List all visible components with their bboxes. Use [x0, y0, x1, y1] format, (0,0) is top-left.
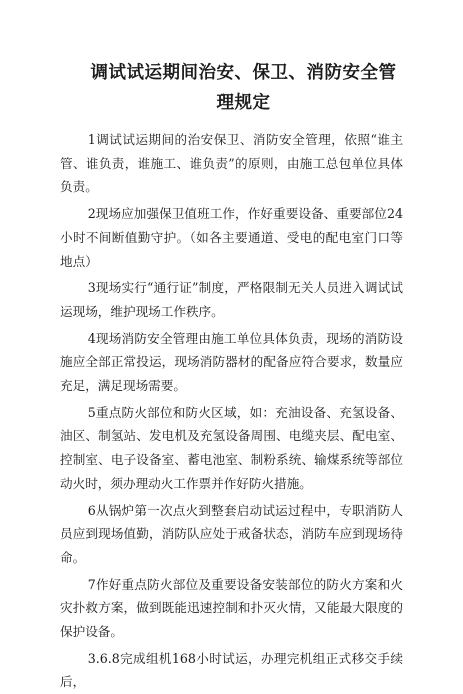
paragraph-5: 5重点防火部位和防火区域，如：充油设备、充氢设备、油区、制氢站、发电机及充氢设备周围、电缆夹层、配电室、控制室、电子设备室、蓄电池室、制粉系统、输煤系统等部位动火时，须办理动火工作票并作好防火措施。 — [60, 404, 403, 491]
paragraph-1: 1调试试运期间的治安保卫、消防安全管理，依照“谁主管、谁负责，谁施工、谁负责”的原则，由施工总包单位具体负责。 — [60, 132, 403, 195]
paragraph-7: 7作好重点防火部位及重要设备安装部位的防火方案和火灾扑救方案，做到既能迅速控制和扑灭火情，又能最大限度的保护设备。 — [60, 576, 403, 640]
paragraph-8: 3.6.8完成组机168小时试运，办理完机组正式移交手续后， — [60, 650, 403, 690]
document-title: 调试试运期间治安、保卫、消防安全管理规定 — [90, 63, 397, 113]
paragraph-4: 4现场消防安全管理由施工单位具体负责，现场的消防设施应全部正常投运，现场消防器材的配备应符合要求，数量应充足，满足现场需要。 — [60, 330, 403, 394]
paragraph-3: 3现场实行“通行证”制度，严格限制无关人员进入调试试运现场，维护现场工作秩序。 — [60, 280, 403, 319]
paragraph-2: 2现场应加强保卫值班工作，作好重要设备、重要部位24小时不间断值勤守护。（如各主要通道、受电的配电室门口等地点） — [60, 206, 403, 269]
paragraph-6: 6从锅炉第一次点火到整套启动试运过程中，专职消防人员应到现场值勤，消防队应处于戒备状态，消防车应到现场待命。 — [60, 502, 403, 565]
